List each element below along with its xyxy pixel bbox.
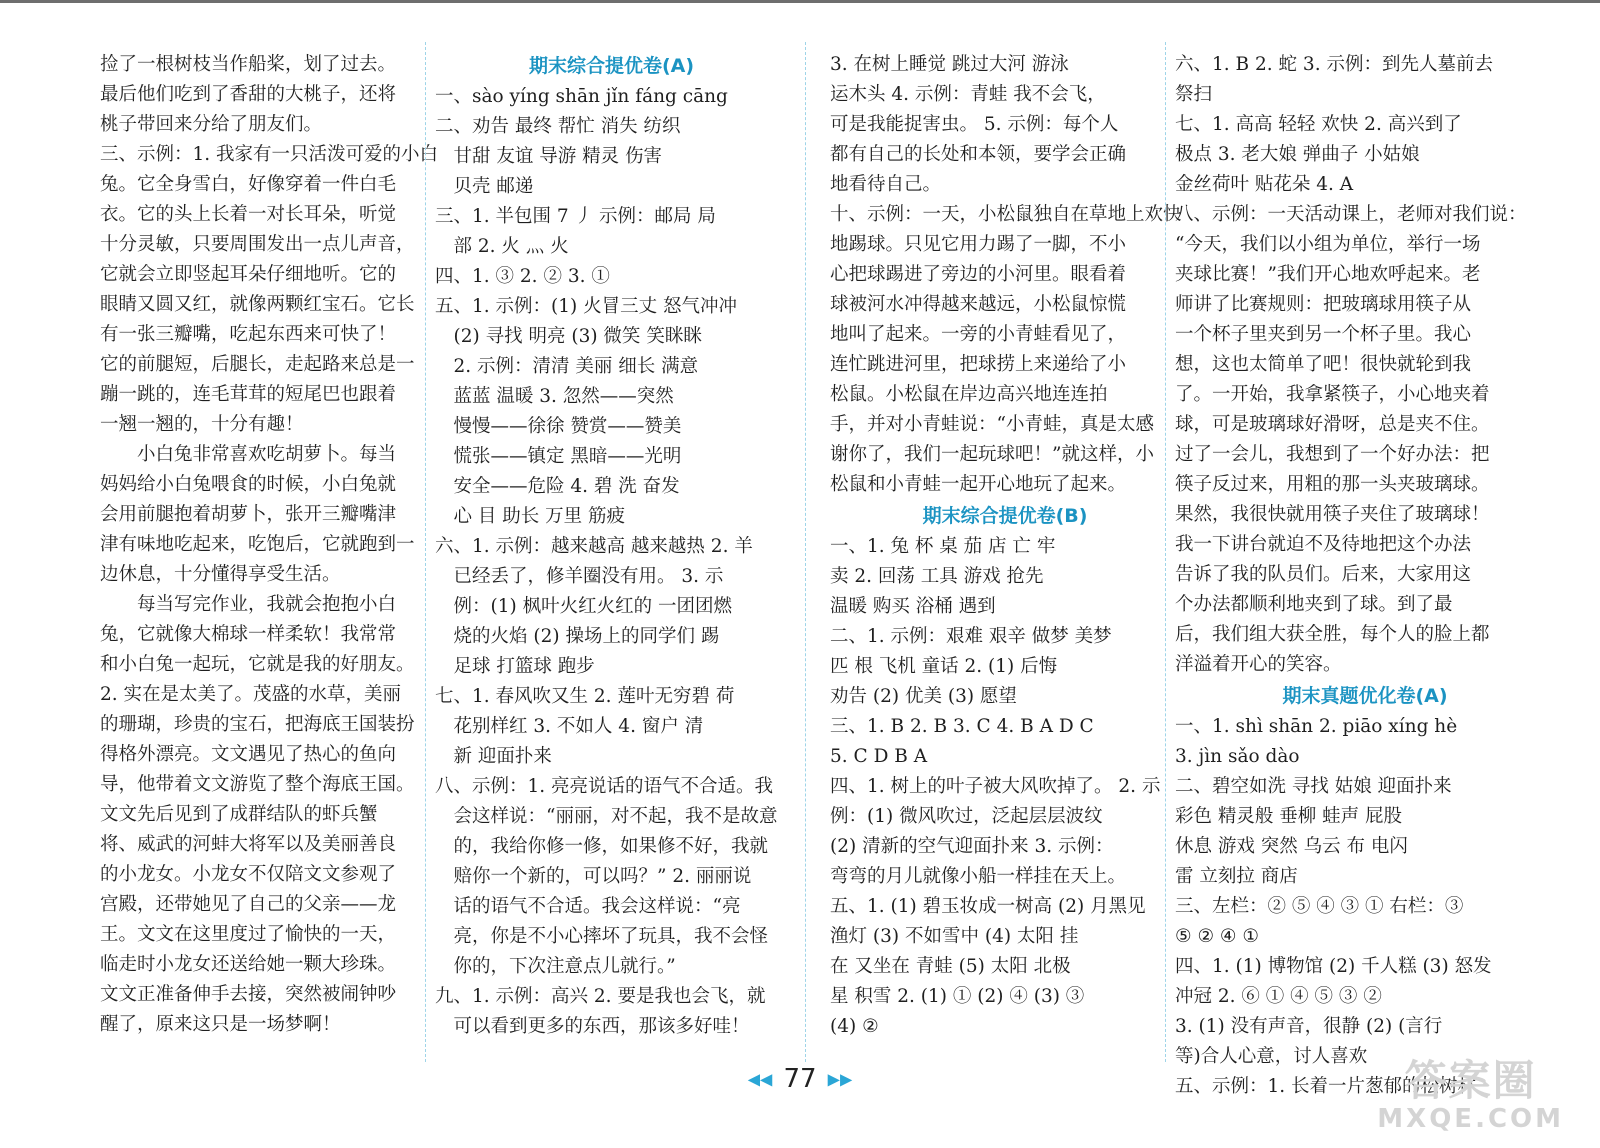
answer-line: 的，我给你修一修，如果修不好，我就	[453, 836, 769, 857]
section-heading: 期末真题优化卷(A)	[1282, 685, 1448, 707]
answer-line: 果然，我很快就用筷子夹住了玻璃球！	[1175, 504, 1490, 525]
watermark	[1377, 1058, 1564, 1134]
answer-line: 烧的火焰 (2) 操场上的同学们 踢	[453, 626, 720, 647]
answer-line: 谢你了，我们一起玩球吧！”就这样，小	[830, 444, 1154, 465]
answer-line: 都有自己的长处和本领，要学会正确	[830, 144, 1127, 165]
question-line: 四、1. (1) 博物馆 (2) 千人糕 (3) 怒发	[1175, 956, 1492, 977]
answer-line: 它的前腿短，后腿长，走起路来总是一	[100, 354, 415, 375]
answer-line: 部 2. 火 灬 火	[453, 236, 569, 257]
answer-line: 3. jìn sǎo dào	[1175, 746, 1300, 767]
answer-line: 一翘一翘的，十分有趣！	[100, 414, 304, 435]
answer-line: 洋溢着开心的笑容。	[1175, 654, 1342, 675]
answer-line: 3. (1) 没有声音，很静 (2) (言行	[1175, 1016, 1443, 1037]
answer-line: 球被河水冲得越来越远，小松鼠惊慌	[830, 294, 1127, 315]
answer-line: 冲冠 2. ⑥ ① ④ ⑤ ③ ②	[1175, 986, 1382, 1007]
answer-line: 津有味地吃起来，吃饱后，它就跑到一	[100, 534, 415, 555]
answer-line: 地叫了起来。一旁的小青蛙看见了，	[830, 324, 1127, 345]
section-heading: 期末综合提优卷(B)	[922, 505, 1088, 527]
answer-line: 十分灵敏，只要周围发出一点儿声音，	[100, 234, 415, 255]
column-1	[100, 50, 439, 1040]
answer-line: 球，可是玻璃球好滑呀，总是夹不住。	[1175, 414, 1490, 435]
answer-line: 休息 游戏 突然 乌云 布 电闪	[1175, 836, 1408, 857]
answer-line: 星 积雪 2. (1) ① (2) ④ (3) ③	[830, 986, 1085, 1007]
column-4	[1175, 50, 1555, 1102]
answer-line: 3. 在树上睡觉 跳过大河 游泳	[830, 54, 1069, 75]
column-divider	[425, 42, 427, 1062]
question-line: 二、碧空如洗 寻找 姑娘 迎面扑来	[1175, 776, 1452, 797]
answer-line: 甘甜 友谊 导游 精灵 伤害	[453, 146, 663, 167]
answer-line: 过了一会儿，我想到了一个好办法：把	[1175, 444, 1490, 465]
answer-line: 兔，它就像大棉球一样柔软！我常常	[100, 624, 397, 645]
answer-line: 你的，下次注意点儿就行。”	[453, 956, 676, 977]
answer-line: 亮，你是不小心摔坏了玩具，我不会怪	[453, 926, 769, 947]
answer-line: 话的语气不合适。我会这样说：“亮	[453, 896, 741, 917]
answer-line: 祭扫	[1175, 84, 1213, 105]
answer-line: 师讲了比赛规则：把玻璃球用筷子从	[1175, 294, 1472, 315]
question-line: 三、1. 半包围 7 丿 示例：邮局 局	[435, 206, 716, 227]
watermark-logo: 答案圈	[1404, 1056, 1537, 1105]
answer-line: 慌张——镇定 黑暗——光明	[453, 446, 682, 467]
answer-line: 告诉了我的队员们。后来，大家用这	[1175, 564, 1472, 585]
answer-line: ⑤ ② ④ ①	[1175, 926, 1259, 947]
question-line: 八、示例：一天活动课上，老师对我们说：	[1175, 204, 1527, 225]
answer-line: 新 迎面扑来	[453, 746, 552, 767]
answer-line: 松鼠和小青蛙一起开心地玩了起来。	[830, 474, 1127, 495]
answer-line: 5. C D B A	[830, 746, 928, 767]
answer-line: 的小龙女。小龙女不仅陪文文参观了	[100, 864, 397, 885]
answer-line: 等)合人心意，讨人喜欢	[1175, 1046, 1368, 1067]
answer-line: 文文正准备伸手去接，突然被闹钟吵	[100, 984, 397, 1005]
answer-line: 地看待自己。	[830, 174, 942, 195]
answer-line: 温暖 购买 浴桶 遇到	[830, 596, 996, 617]
answer-line: 地踢球。只见它用力踢了一脚，不小	[830, 234, 1127, 255]
answer-line: 贝壳 邮递	[453, 176, 534, 197]
answer-line: 可是我能捉害虫。 5. 示例：每个人	[830, 114, 1119, 135]
question-line: 五、1. (1) 碧玉妆成一树高 (2) 月黑见	[830, 896, 1146, 917]
answer-line: 了。一开始，我拿紧筷子，小心地夹着	[1175, 384, 1490, 405]
column-divider	[805, 42, 807, 1062]
question-line: 一、sào yíng shān jǐn fáng cāng	[435, 86, 728, 107]
answer-line: 金丝荷叶 贴花朵 4. A	[1175, 174, 1354, 195]
question-line: 三、示例：1. 我家有一只活泼可爱的小白	[100, 144, 439, 165]
answer-line: 弯弯的月儿就像小船一样挂在天上。	[830, 866, 1127, 887]
answer-line: 赔你一个新的，可以吗？” 2. 丽丽说	[453, 866, 752, 887]
answer-line: 极点 3. 老大娘 弹曲子 小姑娘	[1175, 144, 1420, 165]
answer-line: 在 又坐在 青蛙 (5) 太阳 北极	[830, 956, 1071, 977]
answer-line: 最后他们吃到了香甜的大桃子，还将	[100, 84, 397, 105]
answer-line: (2) 寻找 明亮 (3) 微笑 笑眯眯	[453, 326, 702, 347]
column-2	[435, 50, 788, 1042]
answer-line: (4) ②	[830, 1016, 879, 1037]
answer-line: 已经丢了，修羊圈没有用。 3. 示	[453, 566, 724, 587]
answer-line: (2) 清新的空气迎面扑来 3. 示例：	[830, 836, 1114, 857]
answer-line: 筷子反过来，用粗的那一头夹玻璃球。	[1175, 474, 1490, 495]
answer-line: 兔。它全身雪白，好像穿着一件白毛	[100, 174, 397, 195]
answer-line: 渔灯 (3) 不如雪中 (4) 太阳 挂	[830, 926, 1079, 947]
answer-line: 想，这也太简单了吧！很快就轮到我	[1175, 354, 1472, 375]
answer-line: 的珊瑚，珍贵的宝石，把海底王国装扮	[100, 714, 415, 735]
answer-line: 蓝蓝 温暖 3. 忽然——突然	[453, 386, 674, 407]
question-line: 六、1. B 2. 蛇 3. 示例：到先人墓前去	[1175, 54, 1493, 75]
column-3	[830, 50, 1180, 1042]
question-line: 五、示例：1. 长着一片葱郁的松树林	[1175, 1076, 1477, 1097]
answer-line: 我一下讲台就迫不及待地把这个办法	[1175, 534, 1472, 555]
answer-line: 夹球比赛！”我们开心地欢呼起来。老	[1175, 264, 1481, 285]
answer-line: 临走时小龙女还送给她一颗大珍珠。	[100, 954, 397, 975]
question-line: 七、1. 春风吹又生 2. 莲叶无穷碧 荷	[435, 686, 735, 707]
answer-line: 它就会立即竖起耳朵仔细地听。它的	[100, 264, 397, 285]
question-line: 六、1. 示例：越来越高 越来越热 2. 羊	[435, 536, 753, 557]
prev-arrows-icon: ◀◀	[747, 1069, 773, 1089]
answer-line: 后，我们组大获全胜，每个人的脸上都	[1175, 624, 1490, 645]
answer-line: 和小白兔一起玩，它就是我的好朋友。	[100, 654, 415, 675]
page-footer	[0, 1064, 1600, 1094]
answer-line: 2. 实在是太美了。茂盛的水草，美丽	[100, 684, 402, 705]
answer-line: 将、威武的河蚌大将军以及美丽善良	[100, 834, 397, 855]
answer-line: 慢慢——徐徐 赞赏——赞美	[453, 416, 682, 437]
answer-line: 个办法都顺利地夹到了球。到了最	[1175, 594, 1453, 615]
watermark-url: MXQE.COM	[1377, 1104, 1564, 1134]
question-line: 一、1. 兔 杯 桌 茄 店 亡 牢	[830, 536, 1056, 557]
answer-line: 2. 示例：清清 美丽 细长 满意	[453, 356, 699, 377]
answer-line: 卖 2. 回荡 工具 游戏 抢先	[830, 566, 1044, 587]
section-heading: 期末综合提优卷(A)	[528, 55, 695, 77]
answer-line: 会用前腿抱着胡萝卜，张开三瓣嘴津	[100, 504, 397, 525]
answer-line: 妈妈给小白兔喂食的时候，小白兔就	[100, 474, 397, 495]
answer-line: 例：(1) 微风吹过，泛起层层波纹	[830, 806, 1103, 827]
question-line: 九、1. 示例：高兴 2. 要是我也会飞，就	[435, 986, 766, 1007]
answer-line: 彩色 精灵般 垂柳 蛙声 屁股	[1175, 806, 1403, 827]
next-arrows-icon: ▶▶	[827, 1069, 853, 1089]
answer-line: 连忙跳进河里，把球捞上来递给了小	[830, 354, 1127, 375]
answer-line: 导，他带着文文游览了整个海底王国。	[100, 774, 415, 795]
answer-line: 醒了，原来这只是一场梦啊！	[100, 1014, 341, 1035]
top-rule	[0, 0, 1600, 3]
answer-line: 文文先后见到了成群结队的虾兵蟹	[100, 804, 378, 825]
answer-line: 边休息，十分懂得享受生活。	[100, 564, 341, 585]
question-line: 一、1. shì shān 2. piāo xíng hè	[1175, 716, 1458, 737]
answer-line: 花别样红 3. 不如人 4. 窗户 清	[453, 716, 704, 737]
answer-line: 例：(1) 枫叶火红火红的 一团团燃	[453, 596, 732, 617]
answer-line: 运木头 4. 示例：青蛙 我不会飞，	[830, 84, 1106, 105]
answer-line: 每当写完作业，我就会抱抱小白	[137, 594, 397, 615]
question-line: 三、左栏：② ⑤ ④ ③ ① 右栏：③	[1175, 896, 1464, 917]
question-line: 十、示例：一天，小松鼠独自在草地上欢快	[830, 204, 1182, 225]
question-line: 四、1. ③ 2. ② 3. ①	[435, 266, 610, 287]
answer-line: 蹦一跳的，连毛茸茸的短尾巴也跟着	[100, 384, 397, 405]
answer-line: 匹 根 飞机 童话 2. (1) 后悔	[830, 656, 1058, 677]
question-line: 八、示例：1. 亮亮说话的语气不合适。我	[435, 776, 774, 797]
question-line: 七、1. 高高 轻轻 欢快 2. 高兴到了	[1175, 114, 1462, 135]
answer-line: 捡了一根树枝当作船桨，划了过去。	[100, 54, 397, 75]
answer-line: “今天，我们以小组为单位，举行一场	[1175, 234, 1481, 255]
page-number: 77	[783, 1064, 817, 1094]
answer-line: 雷 立刻拉 商店	[1175, 866, 1298, 887]
answer-line: 小白兔非常喜欢吃胡萝卜。每当	[137, 444, 397, 465]
question-line: 二、劝告 最终 帮忙 消失 纺织	[435, 116, 681, 137]
question-line: 五、1. 示例：(1) 火冒三丈 怒气冲冲	[435, 296, 737, 317]
answer-line: 手，并对小青蛙说：“小青蛙，真是太感	[830, 414, 1154, 435]
answer-line: 劝告 (2) 优美 (3) 愿望	[830, 686, 1017, 707]
column-divider	[1165, 42, 1167, 1062]
answer-line: 足球 打篮球 跑步	[453, 656, 595, 677]
answer-line: 宫殿，还带她见了自己的父亲——龙	[100, 894, 397, 915]
answer-line: 可以看到更多的东西，那该多好哇！	[453, 1016, 750, 1037]
question-line: 三、1. B 2. B 3. C 4. B A D C	[830, 716, 1094, 737]
question-line: 四、1. 树上的叶子被大风吹掉了。 2. 示	[830, 776, 1161, 797]
answer-line: 心把球踢进了旁边的小河里。眼看着	[830, 264, 1127, 285]
answer-line: 得格外漂亮。文文遇见了热心的鱼向	[100, 744, 397, 765]
answer-line: 衣。它的头上长着一对长耳朵，听觉	[100, 204, 397, 225]
answer-line: 安全——危险 4. 碧 洗 奋发	[453, 476, 680, 497]
answer-line: 会这样说：“丽丽，对不起，我不是故意	[453, 806, 778, 827]
answer-line: 眼睛又圆又红，就像两颗红宝石。它长	[100, 294, 415, 315]
answer-line: 一个杯子里夹到另一个杯子里。我心	[1175, 324, 1472, 345]
answer-line: 有一张三瓣嘴，吃起东西来可快了！	[100, 324, 397, 345]
answer-line: 心 目 助长 万里 筋疲	[453, 506, 626, 527]
answer-line: 松鼠。小松鼠在岸边高兴地连连拍	[830, 384, 1108, 405]
answer-line: 桃子带回来分给了朋友们。	[100, 114, 323, 135]
answer-line: 王。文文在这里度过了愉快的一天，	[100, 924, 397, 945]
question-line: 二、1. 示例：艰难 艰辛 做梦 美梦	[830, 626, 1112, 647]
